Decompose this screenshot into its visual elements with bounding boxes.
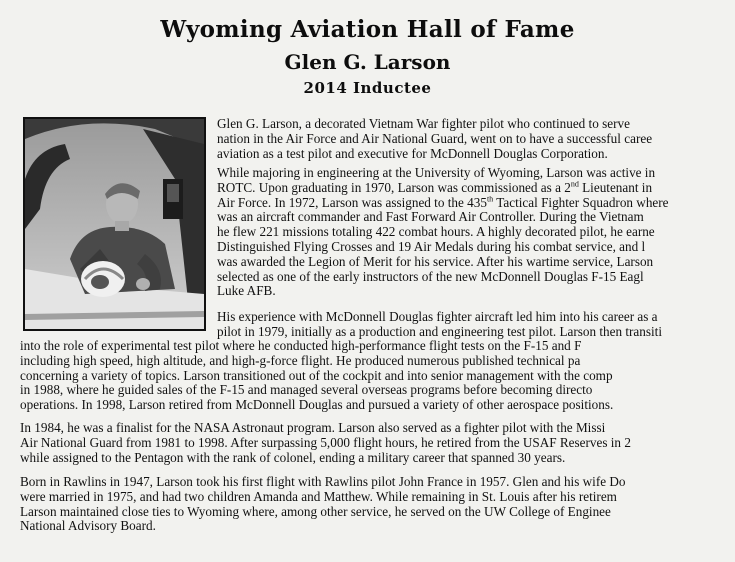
text-line: While majoring in engineering at the University of Wyoming, Larson was active in (217, 166, 656, 180)
paragraph-education-vietnam (217, 166, 729, 299)
text-line: Luke AFB. (217, 284, 276, 299)
text-line: ROTC. Upon graduating in 1970, Larson was commissioned as a 2nd Lieutenant in (217, 180, 653, 195)
text-line: Air National Guard from 1981 to 1998. After surpassing 5,000 flight hours, he retired from the USAF Reserves in 2 (20, 435, 631, 450)
paragraph-personal (20, 475, 729, 534)
text-line: selected as one of the early instructors of the new McDonnell Douglas F-15 Eagl (217, 269, 644, 284)
text-line: were married in 1975, and had two children Amanda and Matthew. While remaining in St. Louis after his retirem (20, 489, 617, 504)
text-line: concerning a variety of topics. Larson transitioned out of the cockpit and into senior management with the comp (20, 368, 613, 383)
pilot-photo (23, 117, 206, 331)
text-line: was an aircraft commander and Fast Forward Air Controller. During the Vietnam (217, 210, 644, 225)
paragraph-nasa-guard (20, 421, 729, 465)
text-line: was awarded the Legion of Merit for his service. After his wartime service, Larson (217, 254, 654, 269)
paragraph-test-pilot-a (217, 310, 729, 340)
text-line: in 1988, where he guided sales of the F-15 and managed several overseas programs before becoming directo (20, 383, 593, 398)
text-line: including high speed, high altitude, and high-g-force flight. He produced numerous published technical pa (20, 353, 581, 368)
paragraph-intro (217, 117, 729, 161)
text-line: National Advisory Board. (20, 519, 156, 534)
text-line: Distinguished Flying Crosses and 19 Air Medals during his combat service, and l (217, 239, 646, 254)
text-line: nation in the Air Force and Air National Guard, went on to have a successful caree (217, 131, 653, 146)
text-line: into the role of experimental test pilot where he conducted high-performance flight tests on the F-15 and F (20, 339, 582, 353)
text-line: while assigned to the Pentagon with the rank of colonel, ending a military career that spanned 30 years. (20, 450, 566, 465)
paragraph-test-pilot-b (20, 339, 729, 413)
text-line: Larson maintained close ties to Wyoming where, among other service, he served on the UW College of Enginee (20, 504, 611, 519)
text-line: pilot in 1979, initially as a production and engineering test pilot. Larson then transiti (217, 324, 662, 339)
text-line: Air Force. In 1972, Larson was assigned to the 435th Tactical Fighter Squadron where (217, 195, 669, 210)
inductee-year: 2014 Inductee (303, 79, 432, 97)
text-line: aviation as a test pilot and executive for McDonnell Douglas Corporation. (217, 146, 608, 161)
text-line: he flew 221 missions totaling 422 combat hours. A highly decorated pilot, he earne (217, 225, 655, 240)
text-line: Born in Rawlins in 1947, Larson took his first flight with Rawlins pilot John France in 1957. Glen and his wife Do (20, 475, 626, 489)
text-line: Glen G. Larson, a decorated Vietnam War fighter pilot who continued to serve (217, 117, 630, 131)
page-title: Wyoming Aviation Hall of Fame (160, 16, 575, 43)
text-line: His experience with McDonnell Douglas fighter aircraft led him into his career as a (217, 310, 658, 324)
pilot-in-cockpit-icon (25, 119, 204, 329)
text-line: In 1984, he was a finalist for the NASA Astronaut program. Larson also served as a fighter pilot with the Missi (20, 421, 606, 435)
text-line: operations. In 1998, Larson retired from McDonnell Douglas and pursued a variety of other aerospace positions. (20, 398, 614, 413)
inductee-name: Glen G. Larson (284, 50, 451, 74)
